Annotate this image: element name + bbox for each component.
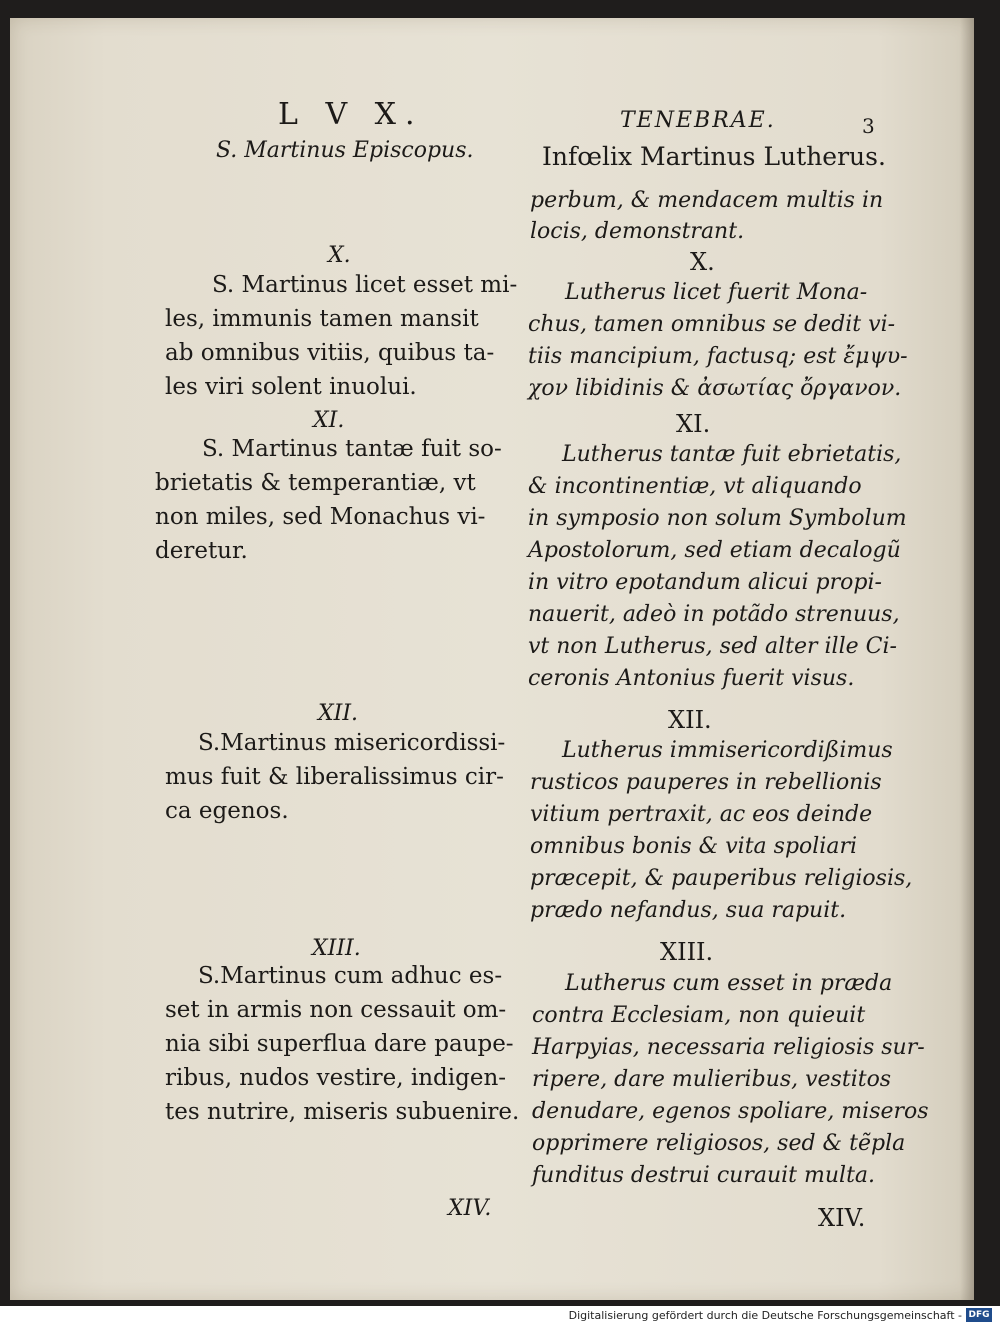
right-line: contra Ecclesiam, non quieuit	[532, 1003, 866, 1028]
footer-credit-text: Digitalisierung gefördert durch die Deutsche Forschungsgemeinschaft -	[568, 1309, 962, 1322]
right-line: tiis mancipium, factusq; est ἔμψυ-	[528, 344, 908, 369]
right-line: prædo nefandus, sua rapuit.	[530, 898, 847, 923]
right-line: vitium pertraxit, ac eos deinde	[530, 802, 873, 827]
right-line: Lutherus immisericordißimus	[562, 738, 893, 763]
right-line: ripere, dare mulieribus, vestitos	[532, 1067, 892, 1092]
left-line: mus fuit & liberalissimus cir-	[165, 764, 504, 790]
right-line: ceronis Antonius fuerit visus.	[528, 666, 855, 691]
digitization-footer	[0, 1306, 1000, 1326]
right-line: denudare, egenos spoliare, miseros	[532, 1099, 929, 1124]
right-line: locis, demonstrant.	[530, 219, 745, 244]
left-line: deretur.	[155, 538, 248, 564]
right-line: Lutherus licet fuerit Mona-	[565, 280, 868, 305]
right-line: perbum, & mendacem multis in	[530, 188, 884, 213]
right-line: vt non Lutherus, sed alter ille Ci-	[528, 634, 897, 659]
right-line: Lutherus cum esset in præda	[565, 971, 893, 996]
left-line: les, immunis tamen mansit	[165, 306, 479, 332]
right-line: funditus destrui curauit multa.	[532, 1163, 876, 1188]
right-line: Harpyias, necessaria religiosis sur-	[532, 1035, 925, 1060]
left-line: S. Martinus licet esset mi-	[212, 272, 518, 298]
left-line: ab omnibus vitiis, quibus ta-	[165, 340, 495, 366]
left-heading: L V X.	[278, 97, 424, 132]
right-line: omnibus bonis & vita spoliari	[530, 834, 858, 859]
right-numeral-xiv: XIV.	[818, 1204, 866, 1232]
left-line: S. Martinus tantæ fuit so-	[202, 436, 502, 462]
left-numeral-x: X.	[328, 243, 351, 268]
right-line: præcepit, & pauperibus religiosis,	[530, 866, 913, 891]
right-line: Lutherus tantæ fuit ebrietatis,	[562, 442, 902, 467]
right-line: chus, tamen omnibus se dedit vi-	[528, 312, 896, 337]
right-line: Apostolorum, sed etiam decalogũ	[528, 538, 901, 563]
right-heading: TENEBRAE.	[620, 108, 776, 133]
left-line: brietatis & temperantiæ, vt	[155, 470, 476, 496]
dfg-logo: DFG	[966, 1308, 992, 1322]
left-line: set in armis non cessauit om-	[165, 997, 507, 1023]
right-numeral-xi: XI.	[676, 410, 711, 438]
page-number: 3	[862, 114, 875, 138]
right-numeral-xiii: XIII.	[660, 938, 714, 966]
right-line: in symposio non solum Symbolum	[528, 506, 907, 531]
left-numeral-xii: XII.	[318, 701, 359, 726]
left-numeral-xiii: XIII.	[312, 936, 361, 961]
right-line: χον libidinis & ἀσωτίας ὄργανον.	[528, 376, 902, 401]
right-line: rusticos pauperes in rebellionis	[530, 770, 882, 795]
left-line: ca egenos.	[165, 798, 289, 824]
right-title: Infœlix Martinus Lutherus.	[542, 142, 886, 171]
page-edge-shadow	[960, 18, 974, 1300]
right-line: opprimere religiosos, sed & tẽpla	[532, 1131, 906, 1156]
book-page	[10, 18, 974, 1300]
left-numeral-xiv: XIV.	[448, 1196, 492, 1221]
left-line: S.Martinus cum adhuc es-	[198, 963, 503, 989]
right-line: & incontinentiæ, vt aliquando	[528, 474, 862, 499]
left-numeral-xi: XI.	[313, 408, 345, 433]
right-numeral-xii: XII.	[668, 706, 712, 734]
left-line: nia sibi superflua dare paupe-	[165, 1031, 514, 1057]
left-line: non miles, sed Monachus vi-	[155, 504, 486, 530]
left-subheading: S. Martinus Episcopus.	[216, 138, 474, 163]
left-line: les viri solent inuolui.	[165, 374, 417, 400]
left-line: tes nutrire, miseris subuenire.	[165, 1099, 520, 1125]
left-line: S.Martinus misericordissi-	[198, 730, 506, 756]
left-line: ribus, nudos vestire, indigen-	[165, 1065, 507, 1091]
right-line: nauerit, adeò in potãdo strenuus,	[528, 602, 900, 627]
right-line: in vitro epotandum alicui propi-	[528, 570, 882, 595]
right-numeral-x: X.	[690, 248, 715, 276]
